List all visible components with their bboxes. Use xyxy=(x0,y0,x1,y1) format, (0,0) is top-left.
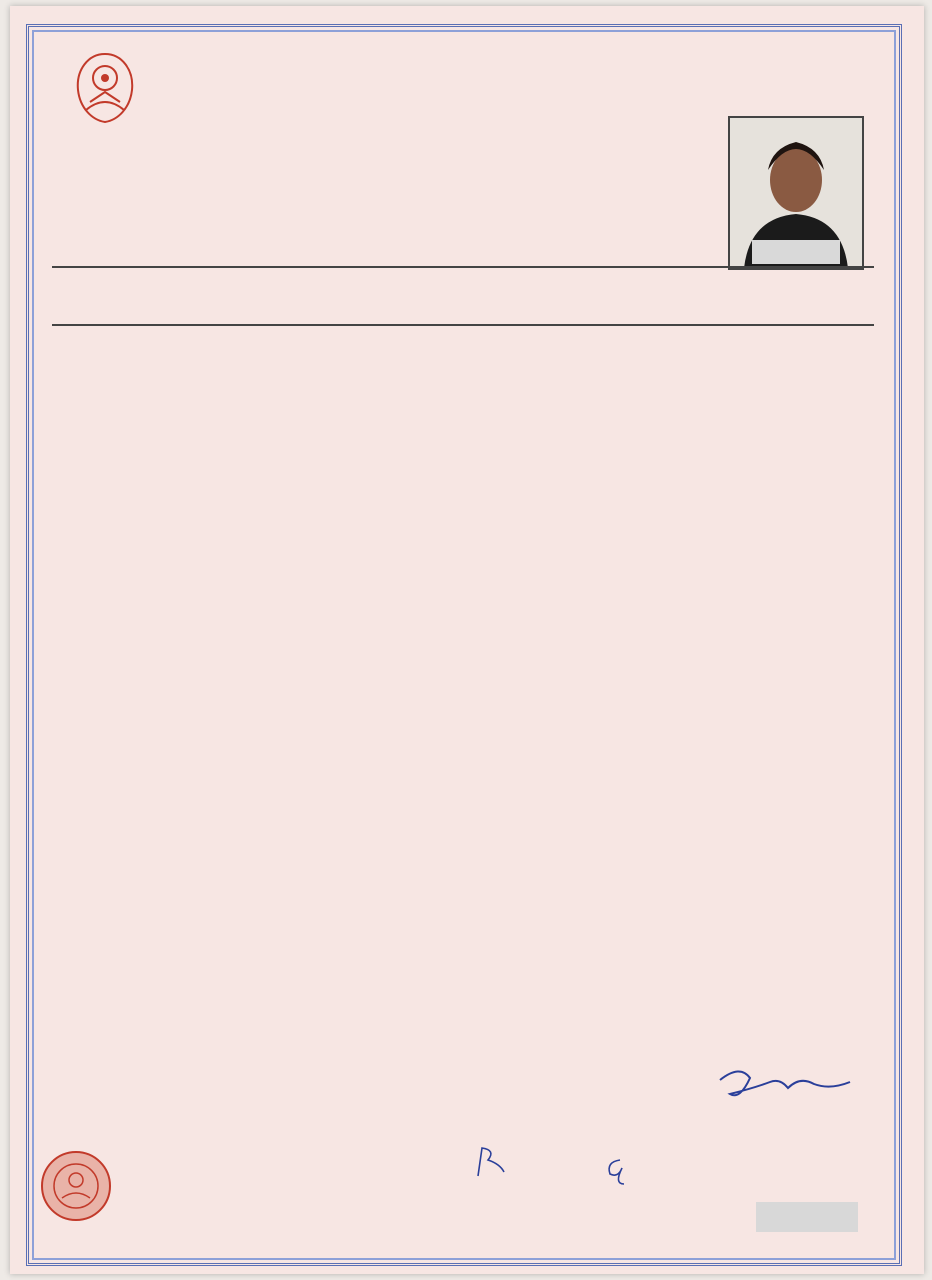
header-top-rule xyxy=(52,266,874,268)
redacted-stamp xyxy=(756,1202,858,1232)
marksheet-paper xyxy=(10,6,924,1274)
student-photo xyxy=(728,116,864,270)
header-bottom-rule xyxy=(52,324,874,326)
university-seal-icon xyxy=(38,1146,114,1226)
initial-signature-1-icon xyxy=(470,1142,510,1182)
student-portrait-icon xyxy=(730,118,862,268)
signature-icon xyxy=(710,1060,860,1106)
university-emblem-icon xyxy=(68,50,142,126)
initial-signature-2-icon xyxy=(600,1154,630,1188)
